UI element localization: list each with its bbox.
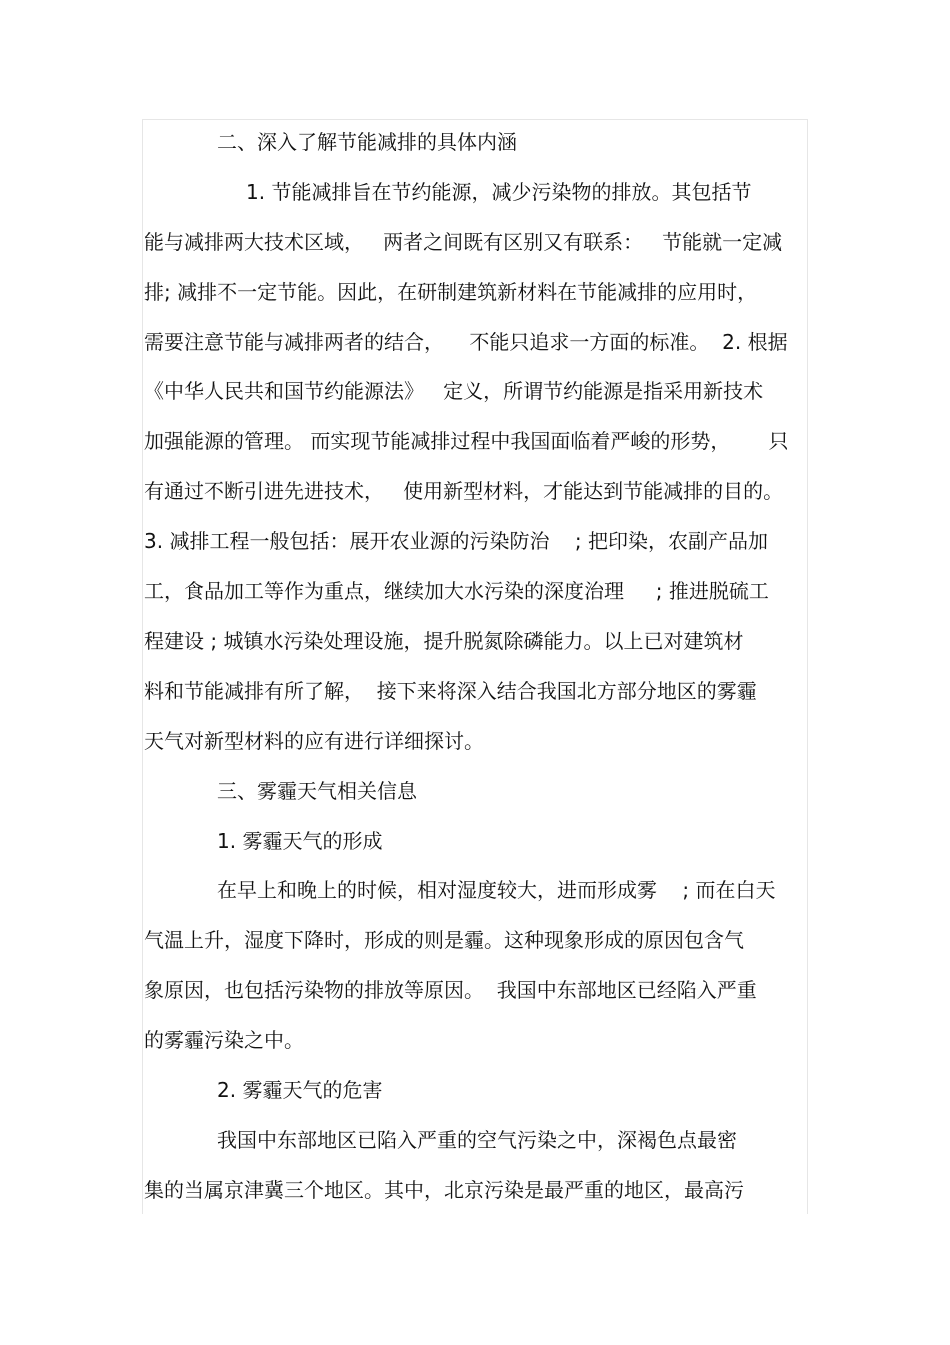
paragraph-line: 象原因，也包括污染物的排放等原因。 我国中东部地区已经陷入严重	[144, 978, 757, 1002]
paragraph-line: 排; 减排不一定节能。因此，在研制建筑新材料在节能减排的应用时，	[144, 280, 758, 304]
paragraph-line: 我国中东部地区已陷入严重的空气污染之中，深褐色点最密	[217, 1128, 737, 1152]
paragraph-line: 在早上和晚上的时候，相对湿度较大，进而形成雾 ; 而在白天	[217, 878, 776, 902]
paragraph-line: 天气对新型材料的应有进行详细探讨。	[144, 729, 484, 753]
paragraph-line: 加强能源的管理。 而实现节能减排过程中我国面临着严峻的形势， 只	[144, 429, 789, 453]
paragraph-line: 有通过不断引进先进技术， 使用新型材料，才能达到节能减排的目的。	[144, 479, 784, 503]
section-heading-3: 三、雾霾天气相关信息	[217, 779, 417, 803]
paragraph-line: 集的当属京津冀三个地区。其中，北京污染是最严重的地区，最高污	[144, 1178, 744, 1202]
paragraph-line: 工，食品加工等作为重点，继续加大水污染的深度治理 ; 推进脱硫工	[144, 579, 769, 603]
paragraph-line: 程建设 ; 城镇水污染处理设施，提升脱氮除磷能力。以上已对建筑材	[144, 629, 744, 653]
paragraph-line: 气温上升，湿度下降时，形成的则是霾。这种现象形成的原因包含气	[144, 928, 744, 952]
paragraph-line: 3. 减排工程一般包括：展开农业源的污染防治 ; 把印染，农副产品加	[144, 529, 768, 553]
subsection-heading: 2. 雾霾天气的危害	[217, 1078, 383, 1102]
paragraph-line: 需要注意节能与减排两者的结合， 不能只追求一方面的标准。 2. 根据	[144, 330, 788, 354]
paragraph-line: 料和节能减排有所了解， 接下来将深入结合我国北方部分地区的雾霾	[144, 679, 757, 703]
paragraph-line: 1. 节能减排旨在节约能源，减少污染物的排放。其包括节	[246, 180, 752, 204]
paragraph-line: 的雾霾污染之中。	[144, 1028, 304, 1052]
paragraph-line: 能与减排两大技术区域， 两者之间既有区别又有联系： 节能就一定减	[144, 230, 783, 254]
subsection-heading: 1. 雾霾天气的形成	[217, 829, 383, 853]
section-heading-2: 二、深入了解节能减排的具体内涵	[217, 130, 517, 154]
paragraph-line: 《中华人民共和国节约能源法》 定义，所谓节约能源是指采用新技术	[144, 379, 764, 403]
